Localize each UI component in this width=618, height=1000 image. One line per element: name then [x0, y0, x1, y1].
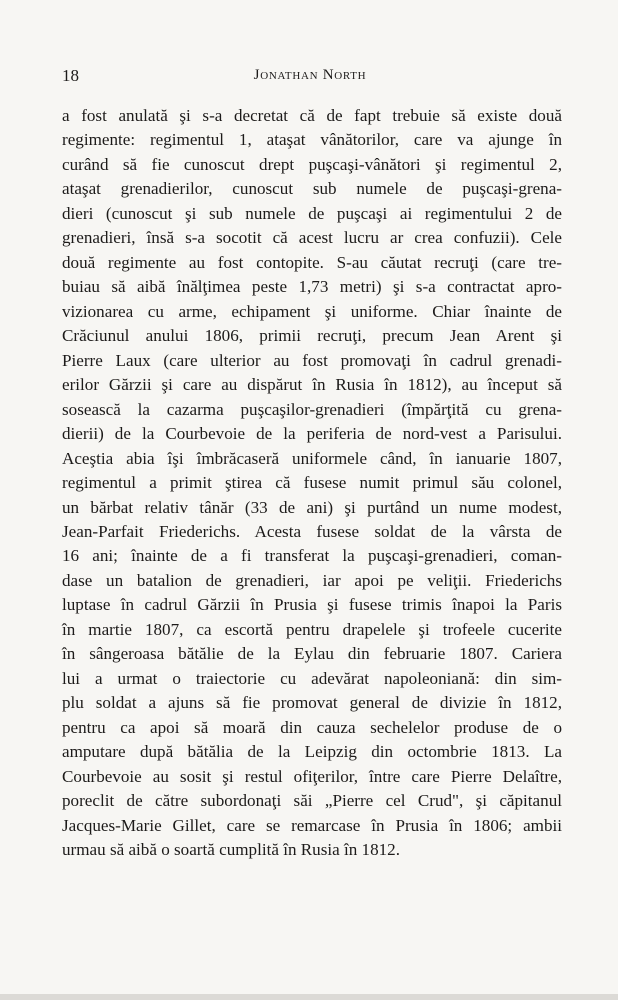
text-line: dieri (cunoscut şi sub numele de puşcaşi ai regimentului 2 de [62, 203, 562, 223]
text-line: dierii) de la Courbevoie de la periferia de nord-vest a Parisului. [62, 424, 562, 444]
text-line: regimentul a primit ştirea că fusese numit primul său colonel, [62, 473, 562, 493]
text-line: 16 ani; înainte de a fi transferat la puşcaşi-grenadieri, coman- [62, 546, 562, 566]
text-line: în martie 1807, ca escortă pentru drapelele şi trofeele cucerite [62, 619, 562, 639]
text-line: regimente: regimentul 1, ataşat vânătorilor, care va ajunge în [62, 130, 562, 150]
text-line: amputare după bătălia de la Leipzig din octombrie 1813. La [62, 742, 562, 762]
text-line: poreclit de către subordonaţi săi „Pierre cel Crud", şi căpitanul [62, 791, 562, 811]
text-line: lui a urmat o traiectorie cu adevărat napoleoniană: din sim- [62, 668, 562, 688]
text-line: Courbevoie au sosit şi restul ofiţerilor, între care Pierre Delaître, [62, 766, 562, 786]
body-text [62, 104, 562, 863]
text-line: curând să fie cunoscut drept puşcaşi-vânători şi regimentul 2, [62, 154, 562, 174]
text-line-last: urmau să aibă o soartă cumplită în Rusia în 1812. [62, 840, 401, 860]
text-line: vizionarea cu arme, echipament şi uniforme. Chiar înainte de [62, 301, 562, 321]
text-line: Pierre Laux (care ulterior au fost promovaţi în cadrul grenadi- [62, 350, 562, 370]
text-line: Aceştia abia îşi îmbrăcaseră uniformele când, în ianuarie 1807, [62, 448, 562, 468]
text-line: ataşat grenadierilor, cunoscut sub numele de puşcaşi-grena- [62, 179, 562, 199]
text-line: în sângeroasa bătălie de la Eylau din februarie 1807. Cariera [62, 644, 562, 664]
page-bottom-shadow [0, 994, 618, 1000]
text-line: un bărbat relativ tânăr (33 de ani) şi purtând un nume modest, [62, 497, 562, 517]
text-line: grenadieri, însă s-a socotit că acest lucru ar crea confuzii). Cele [62, 228, 562, 248]
text-line: Jacques-Marie Gillet, care se remarcase în Prusia în 1806; ambii [62, 815, 562, 835]
text-line: sosească la cazarma puşcaşilor-grenadieri (împărţită cu grena- [62, 399, 562, 419]
text-line: pentru ca apoi să moară din cauza sechelelor produse de o [62, 717, 562, 737]
text-line: a fost anulată şi s-a decretat că de fapt trebuie să existe două [62, 106, 562, 125]
text-line: luptase în cadrul Gărzii în Prusia şi fusese trimis înapoi la Paris [62, 595, 562, 615]
text-line: Crăciunul anului 1806, primii recruţi, precum Jean Arent şi [62, 326, 562, 346]
text-line: două regimente au fost contopite. S-au căutat recruţi (care tre- [62, 252, 562, 272]
text-line: Jean-Parfait Friederichs. Acesta fusese soldat de la vârsta de [62, 521, 562, 541]
text-line: erilor Gărzii şi care au dispărut în Rusia în 1812), au început să [62, 375, 562, 395]
text-line: buiau să aibă înălţimea peste 1,73 metri) şi s-a contractat apro- [62, 277, 562, 297]
book-author: Jonathan North [253, 67, 367, 83]
text-line: dase un batalion de grenadieri, iar apoi pe veliţii. Friederichs [62, 570, 562, 590]
page-number: 18 [62, 66, 79, 85]
running-head [62, 66, 558, 90]
text-line: plu soldat a ajuns să fie promovat general de divizie în 1812, [62, 693, 562, 713]
